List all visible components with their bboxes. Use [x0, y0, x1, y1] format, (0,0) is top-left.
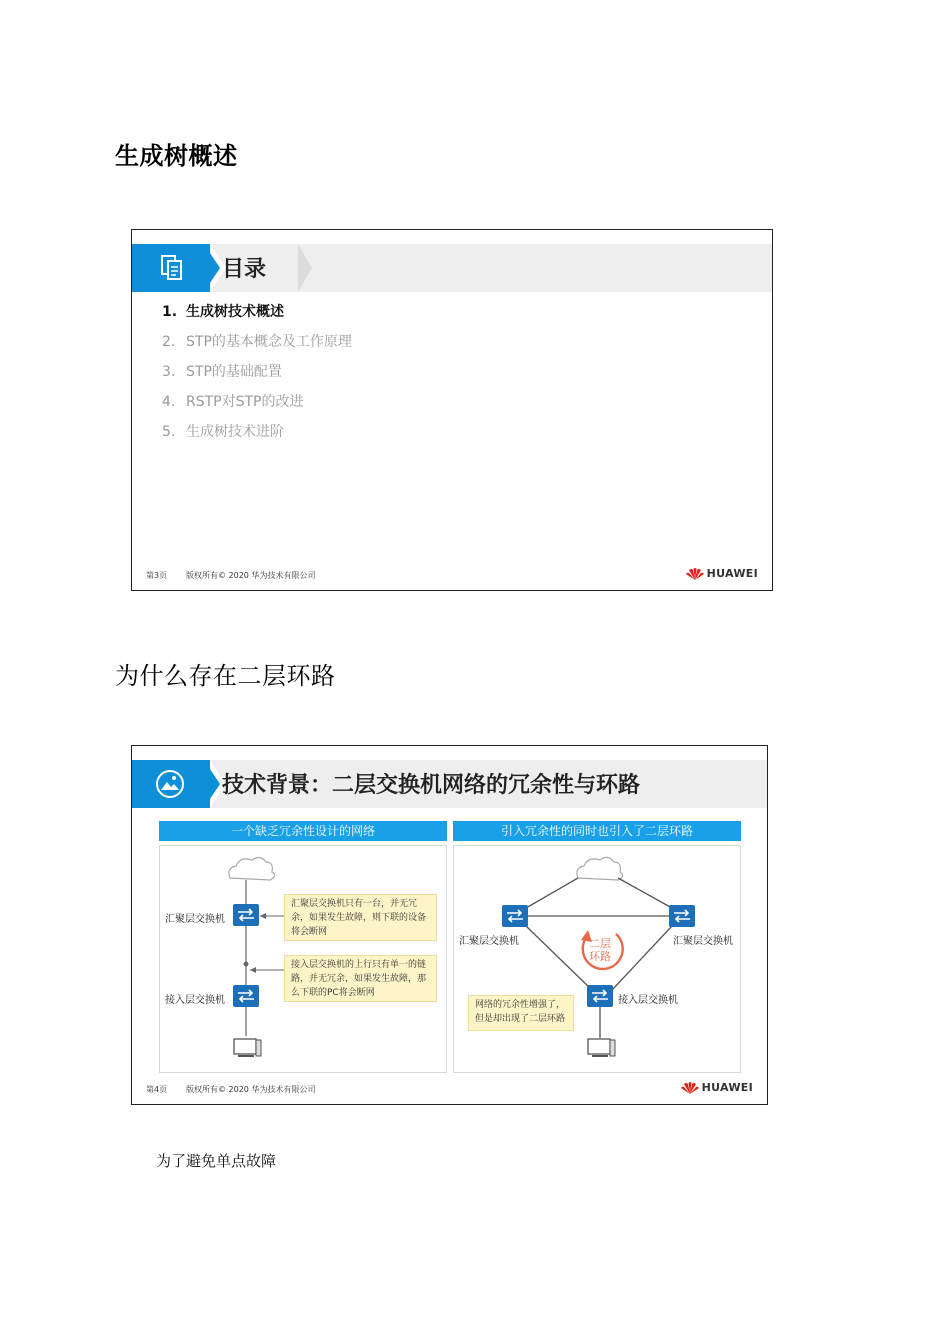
note-aggregation: 汇聚层交换机只有一台，并无冗余，如果发生故障，则下联的设备将会断网 — [284, 894, 437, 941]
toc-item[interactable] — [162, 392, 352, 422]
brand-name: HUAWEI — [701, 1081, 753, 1094]
slide-title: 技术背景：二层交换机网络的冗余性与环路 — [222, 773, 641, 798]
page-number: 第4页 — [146, 1085, 168, 1094]
header-chevron — [204, 244, 220, 292]
pc-icon — [588, 1039, 615, 1057]
loop-label-line2: 环路 — [589, 950, 611, 963]
access-switch-icon — [587, 985, 613, 1007]
toc-item-label: RSTP对STP的改进 — [186, 394, 304, 410]
toc-item-number: 4. — [162, 394, 176, 410]
toc-item[interactable] — [162, 302, 352, 332]
pc-icon — [234, 1039, 261, 1057]
toc-item-number: 5. — [162, 424, 176, 440]
huawei-logo — [681, 1081, 753, 1094]
access-switch-label: 接入层交换机 — [165, 995, 225, 1006]
link-left-access — [526, 926, 592, 990]
aggregation-switch-left-label: 汇聚层交换机 — [459, 936, 519, 947]
toc-list — [162, 302, 352, 452]
huawei-petal-icon — [681, 1082, 699, 1094]
toc-item-number: 2. — [162, 334, 176, 350]
header-icon-box — [132, 760, 210, 808]
panel-left — [159, 845, 447, 1073]
aggregation-switch-icon — [233, 904, 259, 926]
slide-tech-background — [131, 745, 768, 1105]
cloud-icon — [577, 857, 623, 880]
toc-item[interactable] — [162, 422, 352, 452]
loop-label — [588, 937, 612, 963]
aggregation-switch-label: 汇聚层交换机 — [165, 914, 225, 925]
link-junction — [244, 962, 249, 967]
header-chevron — [204, 760, 220, 808]
note-access: 接入层交换机的上行只有单一的链路，并无冗余，如果发生故障，那么下联的PC将会断网 — [284, 955, 437, 1002]
section-heading-overview: 生成树概述 — [115, 142, 238, 170]
brand-name: HUAWEI — [706, 567, 758, 580]
toc-item-label: STP的基本概念及工作原理 — [186, 334, 352, 350]
toc-item-label: 生成树技术进阶 — [186, 424, 284, 440]
header-chevron-gray — [298, 244, 312, 292]
loop-label-line1: 二层 — [589, 937, 611, 950]
slide-footer — [146, 1080, 753, 1098]
slide-footer — [146, 566, 758, 584]
panel-right — [453, 845, 741, 1073]
toc-item[interactable] — [162, 332, 352, 362]
aggregation-switch-right-icon — [669, 905, 695, 927]
slide-title: 目录 — [222, 257, 267, 282]
toc-item-label: 生成树技术概述 — [186, 304, 284, 320]
page-number: 第3页 — [146, 571, 168, 580]
section-heading-loop: 为什么存在二层环路 — [115, 662, 336, 690]
toc-item-label: STP的基础配置 — [186, 364, 282, 380]
panel-title-left: 一个缺乏冗余性设计的网络 — [159, 821, 447, 841]
document-icon — [132, 244, 210, 292]
panel-title-right: 引入冗余性的同时也引入了二层环路 — [453, 821, 741, 841]
access-switch-label: 接入层交换机 — [618, 995, 678, 1006]
copyright-text: 版权所有© 2020 华为技术有限公司 — [186, 571, 316, 580]
body-caption: 为了避免单点故障 — [156, 1152, 277, 1170]
link-cloud-left — [526, 878, 578, 908]
slide-toc — [131, 229, 773, 591]
link-cloud-right — [618, 878, 672, 908]
huawei-logo — [686, 567, 758, 580]
image-icon — [132, 760, 210, 808]
toc-item[interactable] — [162, 362, 352, 392]
toc-item-number: 1. — [162, 304, 178, 320]
aggregation-switch-right-label: 汇聚层交换机 — [673, 936, 733, 947]
cloud-icon — [229, 857, 275, 880]
toc-item-number: 3. — [162, 364, 176, 380]
access-switch-icon — [233, 985, 259, 1007]
copyright-text: 版权所有© 2020 华为技术有限公司 — [186, 1085, 316, 1094]
aggregation-switch-left-icon — [502, 905, 528, 927]
note-redundancy: 网络的冗余性增强了，但是却出现了二层环路 — [468, 995, 574, 1031]
huawei-petal-icon — [686, 568, 704, 580]
header-icon-box — [132, 244, 210, 292]
